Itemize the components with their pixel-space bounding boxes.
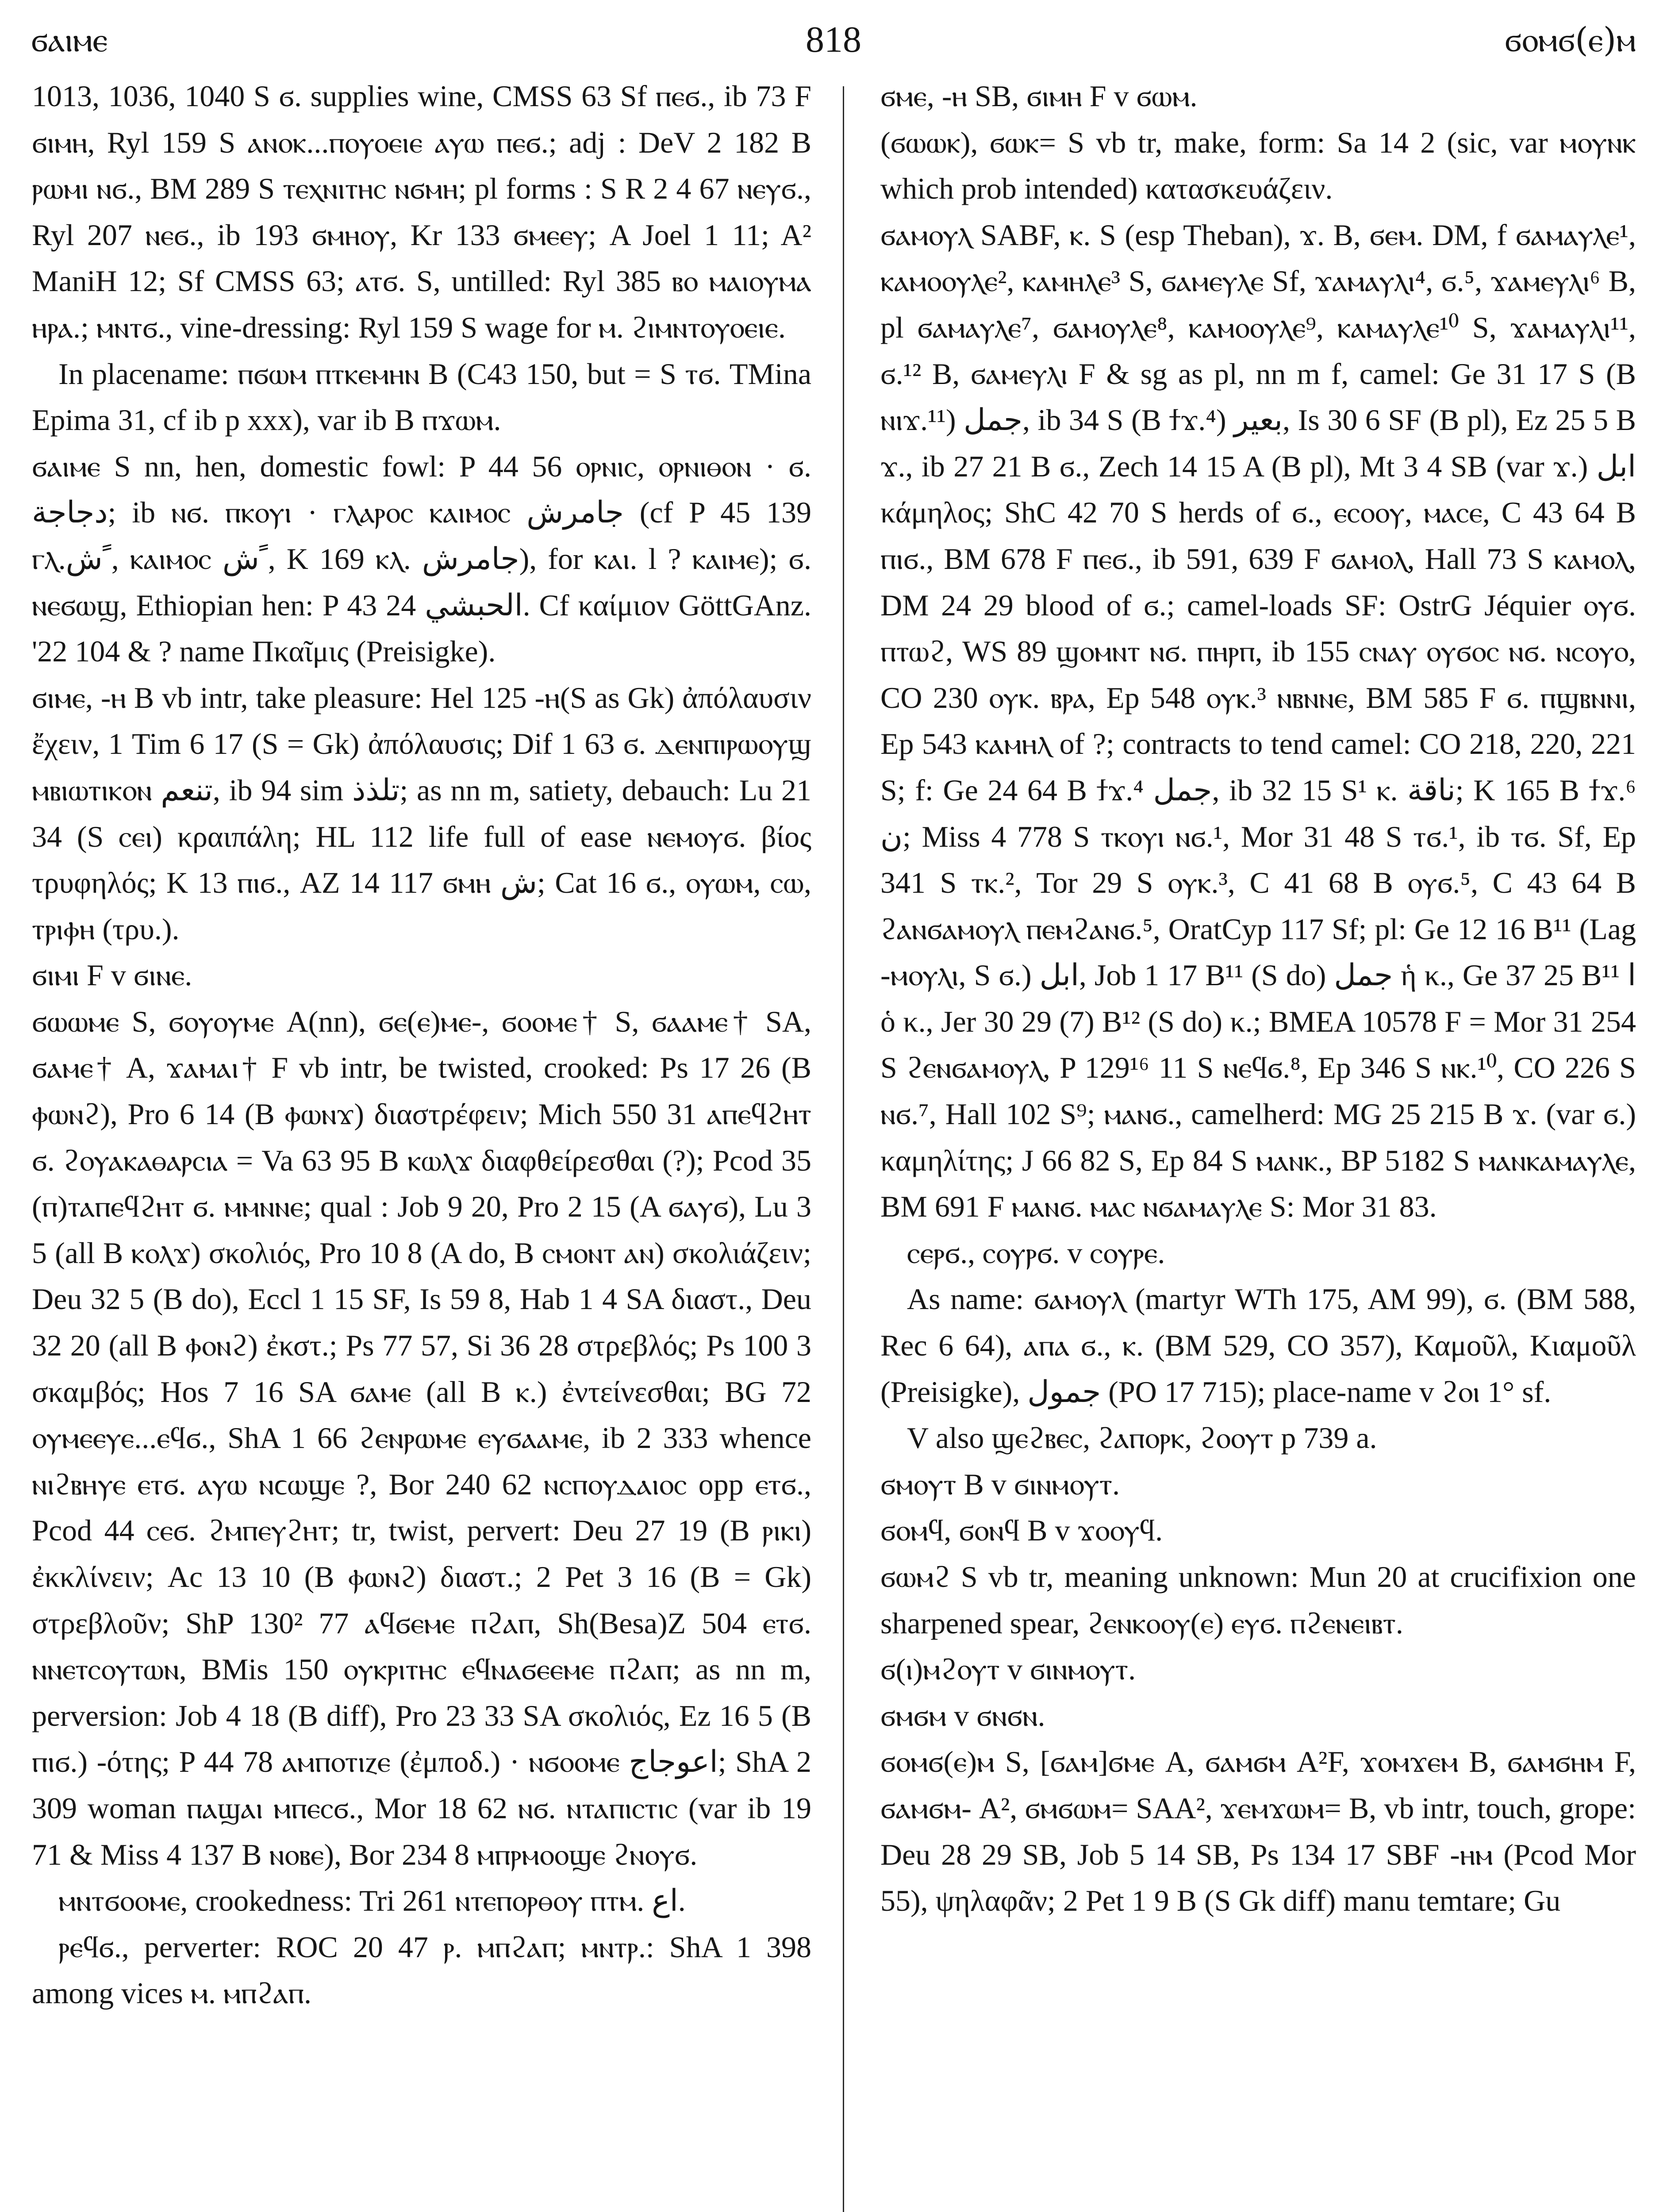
subentry-crossref-ⲥⲉⲣϭ: ⲥⲉⲣϭ., ⲥⲟⲩⲣϭ. v ⲥⲟⲩⲣⲉ. [907, 1236, 1165, 1270]
entry-crossref-ϭⲓⲙϩⲟⲩⲧ: ϭ(ⲓ)ⲙϩⲟⲩⲧ v ϭⲓⲛⲙⲟⲩⲧ. [880, 1652, 1136, 1686]
entry-be-twisted: ϭⲱⲱⲙⲉ S, ϭⲟⲩⲟⲩⲙⲉ A(nn), ϭⲉ(ⲉ)ⲙⲉ-, ϭⲟⲟⲙⲉ† S, ϭⲁⲁⲙⲉ† SA, ϭⲁⲙⲉ† A, ϫⲁⲙⲁⲓ† F vb intr, be twisted, crooked: Ps 17 26 (B ⲫⲱⲛϩ), Pro 6 14 (B ⲫⲱⲛϫ) διαστρέφειν; Mich 550 31 ⲁⲡⲉϥϩⲏⲧ ϭ. ϩⲟⲩⲁⲕⲁⲑⲁⲣⲥⲓⲁ = Va 63 95 B ⲕⲱⲗϫ διαφθείρεσθαι (?); Pcod 35 (ⲡ)ⲧⲁⲡⲉϥϩⲏⲧ ϭ. ⲙⲙⲛⲛⲉ; qual : Job 9 20, Pro 2 15 (A ϭⲁⲩϭ), Lu 3 5 (all B ⲕⲟⲗϫ) σκολιός, Pro 10 8 (A do, B ⲥⲙⲟⲛⲧ ⲁⲛ) σκολιάζειν; Deu 32 5 (B do), Eccl 1 15 SF, Is 59 8, Hab 1 4 SA διαστ., Deu 32 20 (all B ⲫⲟⲛϩ) ἐκστ.; Ps 77 57, Si 36 28 στρεβλός; Ps 100 3 σκαμβός; Hos 7 16 SA ϭⲁⲙⲉ (all B ⲕ.) ἐντείνεσθαι; BG 72 ⲟⲩⲙⲉⲉⲩⲉ...ⲉϥϭ., ShA 1 66 ϩⲉⲛⲣⲱⲙⲉ ⲉⲩϭⲁⲁⲙⲉ, ib 2 333 whence ⲛⲓϩⲃⲏⲩⲉ ⲉⲧϭ. ⲁⲩⲱ ⲛϲⲱϣⲉ ?, Bor 240 62 ⲛⲥⲡⲟⲩⲇⲁⲓⲟⲥ opp ⲉⲧϭ., Pcod 44 ⲥⲉϭ. ϩⲙⲡⲉⲩϩⲏⲧ; tr, twist, pervert: Deu 27 19 (B ⲣⲓⲕⲓ) ἐκκλίνειν; Ac 13 10 (B ⲫⲱⲛϩ) διαστ.; 2 Pet 3 16 (B = Gk) στρεβλοῦν; ShP 130² 77 ⲁϥϭⲉⲙⲉ ⲡϩⲁⲡ, Sh(Besa)Z 504 ⲉⲧϭ. ⲛⲛⲉⲧⲥⲟⲩⲧⲱⲛ, BMis 150 ⲟⲩⲕⲣⲓⲧⲏⲥ ⲉϥⲛⲁϭⲉⲉⲙⲉ ⲡϩⲁⲡ; as nn m, perversion: Job 4 18 (B diff), Pro 23 33 SA σκολιός, Ez 16 5 (B ⲡⲓϭ.) -ότης; P 44 78 ⲁⲙⲡⲟⲧⲓⲍⲉ (ἐμποδ.) · ⲛϭⲟⲟⲙⲉ اعوجاج; ShA 2 309 woman ⲡⲁϣⲁⲓ ⲙⲡⲉⲥϭ., Mor 18 62 ⲛϭ. ⲛⲧⲁⲡⲓⲥⲧⲓⲥ (var ib 19 71 & Miss 4 137 B ⲛⲟⲃⲉ), Bor 234 8 ⲙⲡⲣⲙⲟⲟϣⲉ ϩⲛⲟⲩϭ. [32, 1004, 811, 1871]
entry-camel: ϭⲁⲙⲟⲩⲗ SABF, ⲕ. S (esp Theban), ϫ. B, ϭⲉⲙ. DM, f ϭⲁⲙⲁⲩⲗⲉ¹, ⲕⲁⲙⲟⲟⲩⲗⲉ², ⲕⲁⲙⲏⲗⲉ³ S, ϭⲁⲙⲉⲩⲗⲉ Sf, ϫⲁⲙⲁⲩⲗⲓ⁴, ϭ.⁵, ϫⲁⲙⲉⲩⲗⲓ⁶ B, pl ϭⲁⲙⲁⲩⲗⲉ⁷, ϭⲁⲙⲟⲩⲗⲉ⁸, ⲕⲁⲙⲟⲟⲩⲗⲉ⁹, ⲕⲁⲙⲁⲩⲗⲉ¹⁰ S, ϫⲁⲙⲁⲩⲗⲓ¹¹, ϭ.¹² B, ϭⲁⲙⲉⲩⲗⲓ F & sg as pl, nn m f, camel: Ge 31 17 S (B ⲛⲓϫ.¹¹) جمل, ib 34 S (B ϯϫ.⁴) بعير, Is 30 6 SF (B pl), Ez 25 5 B ϫ., ib 27 21 B ϭ., Zech 14 15 A (B pl), Mt 3 4 SB (var ϫ.) ابل κάμηλος; ShC 42 70 S herds of ϭ., ⲉⲥⲟⲟⲩ, ⲙⲁⲥⲉ, C 43 64 B ⲡⲓϭ., BM 678 F ⲡⲉϭ., ib 591, 639 F ϭⲁⲙⲟⲗ, Hall 73 S ⲕⲁⲙⲟⲗ, DM 24 29 blood of ϭ.; camel-loads SF: OstrG Jéquier ⲟⲩϭ. ⲡⲧⲱϩ, WS 89 ϣⲟⲙⲛⲧ ⲛϭ. ⲡⲏⲣⲡ, ib 155 ⲥⲛⲁⲩ ⲟⲩϭⲟⲥ ⲛϭ. ⲛⲥⲟⲩⲟ, CO 230 ⲟⲩⲕ. ⲃⲣⲁ, Ep 548 ⲟⲩⲕ.³ ⲛⲃⲛⲛⲉ, BM 585 F ϭ. ⲡϣⲃⲛⲛⲓ, Ep 543 ⲕⲁⲙⲏⲗ of ?; contracts to tend camel: CO 218, 220, 221 S; f: Ge 24 64 B ϯϫ.⁴ جمل, ib 32 15 S¹ ⲕ. ناقة; K 165 B ϯϫ.⁶ ن; Miss 4 778 S ⲧⲕⲟⲩⲓ ⲛϭ.¹, Mor 31 48 S ⲧϭ.¹, ib ⲧϭ. Sf, Ep 341 S ⲧⲕ.², Tor 29 S ⲟⲩⲕ.³, C 41 68 B ⲟⲩϭ.⁵, C 43 64 B ϩⲁⲛϭⲁⲙⲟⲩⲗ ⲡⲉⲙϩⲁⲛϭ.⁵, OratCyp 117 Sf; pl: Ge 12 16 B¹¹ (Lag -ⲙⲟⲩⲗⲓ, S ϭ.) ابل, Job 1 17 B¹¹ (S do) جمل ἡ κ., Ge 37 25 B¹¹ ا ὁ κ., Jer 30 29 (7) B¹² (S do) κ.; BMEA 10578 F = Mor 31 254 S ϩⲉⲛϭⲁⲙⲟⲩⲗ, P 129¹⁶ 11 S ⲛⲉϥϭ.⁸, Ep 346 S ⲛⲕ.¹⁰, CO 226 S ⲛϭ.⁷, Hall 102 S⁹; ⲙⲁⲛϭ., camelherd: MG 25 215 B ϫ. (var ϭ.) καμηλίτης; J 66 82 S, Ep 84 S ⲙⲁⲛⲕ., BP 5182 S ⲙⲁⲛⲕⲁⲙⲁⲩⲗⲉ, BM 691 F ⲙⲁⲛϭ. ⲙⲁⲥ ⲛϭⲁⲙⲁⲩⲗⲉ S: Mor 31 83. [880, 218, 1636, 1224]
entry-crossref-ϭⲓⲙⲓ: ϭⲓⲙⲓ F v ϭⲓⲛⲉ. [32, 958, 192, 992]
subentry-see-also: V also ϣⲉϩⲃⲉⲥ, ϩⲁⲡⲟⲣⲕ, ϩⲟⲟⲩⲧ p 739 a. [907, 1421, 1377, 1455]
entry-hen: ϭⲁⲓⲙⲉ S nn, hen, domestic fowl: P 44 56 ⲟⲣⲛⲓⲥ, ⲟⲣⲛⲓⲑⲟⲛ · ϭ. دجاجة; ib ⲛϭ. ⲡⲕⲟⲩⲓ · ⲅⲗⲁⲣⲟⲥ ⲕⲁⲓⲙⲟⲥ جامرش (cf P 45 139 ⲅⲗ.ﹰش, ⲕⲁⲓⲙⲟⲥ ﹰش, K 169 ⲕⲗ. جامرش), for ⲕⲁⲓ. l ? ⲕⲁⲓⲙⲉ); ϭ. ⲛⲉϭⲱϣ, Ethiopian hen: P 43 24 الحبشي. Cf καίμιον GöttGAnz. '22 104 & ? name Πκαῖμις (Preisigke). [32, 449, 811, 668]
right-running-headword: ϭⲟⲙϭ(ⲉ)ⲙ [1504, 20, 1636, 59]
entry-crossref-ϭⲙϭⲙ: ϭⲙϭⲙ v ϭⲛϭⲛ. [880, 1698, 1045, 1732]
subentry-crookedness: ⲙⲛⲧϭⲟⲟⲙⲉ, crookedness: Tri 261 ⲛⲧⲉⲡⲟⲣⲑⲟⲩ ⲡⲧⲙ. اع. [58, 1884, 686, 1918]
running-header [27, 9, 1640, 66]
entry-crossref-ϭⲟⲙϥ: ϭⲟⲙϥ, ϭⲟⲛϥ B v ϫⲟⲟⲩϥ. [880, 1513, 1163, 1548]
left-column [32, 73, 811, 2016]
subentry-as-name: As name: ϭⲁⲙⲟⲩⲗ (martyr WTh 175, AM 99), ϭ. (BM 588, Rec 6 64), ⲁⲡⲁ ϭ., ⲕ. (BM 529, CO 357), Καμοῦλ, Κιαμοῦλ (Preisigke), جمول (PO 17 715); place-name v ϩⲟⲓ 1° sf. [880, 1282, 1636, 1409]
page-number: 818 [806, 19, 861, 60]
entry-placename-note: In placename: ⲡϭⲱⲙ ⲡⲧⲕⲉⲙⲏⲛ B (C43 150, but = S ⲧϭ. TMina Epima 31, cf ib p xxx), var ib B ⲡϫⲱⲙ. [32, 357, 811, 437]
column-divider [843, 86, 844, 2212]
entry-meaning-unknown: ϭⲱⲙϩ S vb tr, meaning unknown: Mun 20 at crucifixion one sharpened spear, ϩⲉⲛⲕⲟⲟⲩ(ⲉ) ⲉⲩϭ. ⲡϩⲉⲛⲉⲓⲃⲧ. [880, 1560, 1636, 1640]
entry-crossref-ϭⲙⲟⲩⲧ: ϭⲙⲟⲩⲧ B v ϭⲓⲛⲙⲟⲩⲧ. [880, 1467, 1120, 1501]
entry-take-pleasure: ϭⲓⲙⲉ, -ⲏ B vb intr, take pleasure: Hel 125 -ⲏ(S as Gk) ἀπόλαυσιν ἔχειν, 1 Tim 6 17 (S = Gk) ἀπόλαυσις; Dif 1 63 ϭ. ⲇⲉⲛⲡⲓⲣⲱⲟⲩϣ ⲙⲃⲓⲱⲧⲓⲕⲟⲛ تنعم, ib 94 sim تلذذ; as nn m, satiety, debauch: Lu 21 34 (S ⲥⲉⲓ) κραιπάλη; HL 112 life full of ease ⲛⲉⲙⲟⲩϭ. βίος τρυφηλός; K 13 ⲡⲓϭ., AZ 14 117 ϭⲙⲏ ش; Cat 16 ϭ., ⲟⲩⲱⲙ, ⲥⲱ, ⲧⲣⲓⲫⲏ (τρυ.). [32, 680, 811, 946]
left-running-headword: ϭⲁⲓⲙⲉ [31, 20, 108, 59]
subentry-perverter: ⲣⲉϥϭ., perverter: ROC 20 47 ⲣ. ⲙⲡϩⲁⲡ; ⲙⲛⲧⲣ.: ShA 1 398 among vices ⲙ. ⲙⲡϩⲁⲡ. [32, 1930, 811, 2010]
entry-crossref-ϭⲙⲉ: ϭⲙⲉ, -ⲏ SB, ϭⲓⲙⲏ F v ϭⲱⲙ. [880, 79, 1198, 113]
entry-continuation: 1013, 1036, 1040 S ϭ. supplies wine, CMSS 63 Sf ⲡⲉϭ., ib 73 F ϭⲓⲙⲏ, Ryl 159 S ⲁⲛⲟⲕ...ⲡⲟⲩⲟⲉⲓⲉ ⲁⲩⲱ ⲡⲉϭ.; adj : DeV 2 182 B ⲣⲱⲙⲓ ⲛϭ., BM 289 S ⲧⲉⲭⲛⲓⲧⲏⲥ ⲛϭⲙⲏ; pl forms : S R 2 4 67 ⲛⲉⲩϭ., Ryl 207 ⲛⲉϭ., ib 193 ϭⲙⲏⲟⲩ, Kr 133 ϭⲙⲉⲉⲩ; A Joel 1 11; A² ManiH 12; Sf CMSS 63; ⲁⲧϭ. S, untilled: Ryl 385 ⲃⲟ ⲙⲁⲓⲟⲩⲙⲁ ⲏⲣⲁ.; ⲙⲛⲧϭ., vine-dressing: Ryl 159 S wage for ⲙ. ϩⲓⲙⲛⲧⲟⲩⲟⲉⲓⲉ. [32, 79, 811, 344]
entry-make-form: (ϭⲱⲱⲕ), ϭⲱⲕ= S vb tr, make, form: Sa 14 2 (sic, var ⲙⲟⲩⲛⲕ which prob intended) κατασκευάζειν. [880, 125, 1636, 206]
right-column [880, 73, 1636, 1924]
entry-touch-grope: ϭⲟⲙϭ(ⲉ)ⲙ S, [ϭⲁⲙ]ϭⲙⲉ A, ϭⲁⲙϭⲙ A²F, ϫⲟⲙϫⲉⲙ B, ϭⲁⲙϭⲏⲙ F, ϭⲁⲙϭⲙ- A², ϭⲙϭⲱⲙ= SAA², ϫⲉⲙϫⲱⲙ= B, vb intr, touch, grope: Deu 28 29 SB, Job 5 14 SB, Ps 134 17 SBF -ⲏⲙ (Pcod Mor 55), ψηλαφᾶν; 2 Pet 1 9 B (S Gk diff) manu temtare; Gu [880, 1745, 1636, 1918]
